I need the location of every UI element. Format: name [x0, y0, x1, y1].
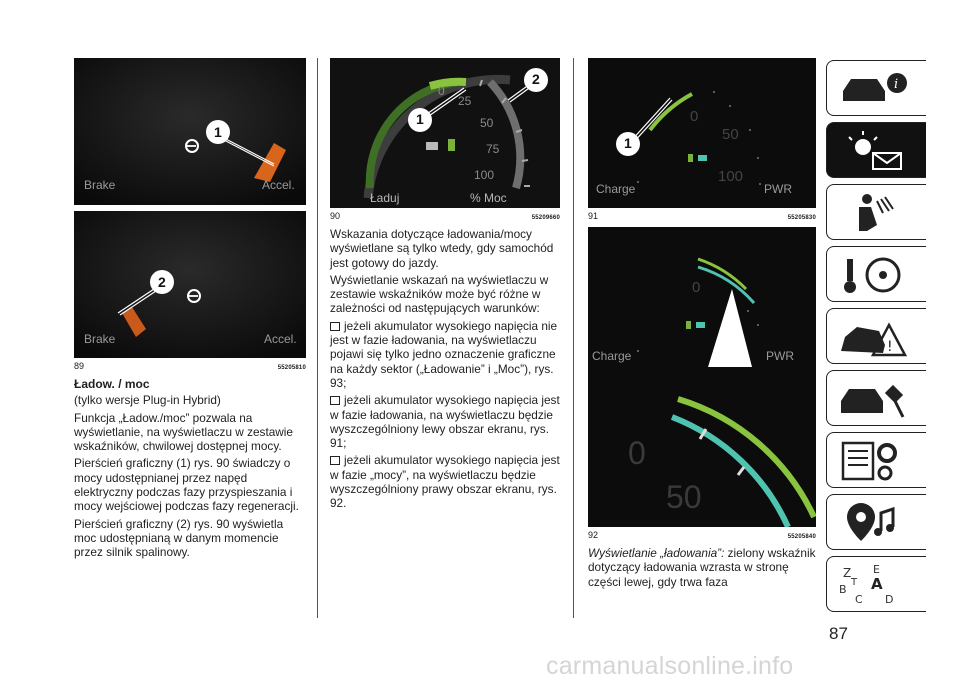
figure-89-top [74, 58, 306, 205]
figure-code: 55205840 [787, 534, 816, 540]
column-divider [573, 58, 574, 618]
checkbox-bullet-icon [330, 456, 340, 465]
callout-2-label: 2 [532, 71, 540, 87]
paragraph: Pierścień graficzny (1) rys. 90 świadczy o mocy udostępnianej przez napęd elektryczny podczas fazy przyspieszania i mocy wejściowej podczas fazy regeneracji. [74, 456, 299, 514]
svg-text:D: D [885, 593, 894, 606]
body-text [330, 227, 560, 511]
multimedia-icon [837, 501, 917, 545]
figure-number: 90 [330, 211, 341, 221]
section-heading: Ładow. / moc [74, 377, 150, 391]
figure-number: 89 [74, 361, 85, 371]
charge-label: Ładuj [370, 191, 400, 205]
scale-25: 25 [458, 94, 472, 108]
paragraph: Wskazania dotyczące ładowania/mocy wyświetlane są tylko wtedy, gdy samochód jest gotowy do jazdy. [330, 227, 554, 270]
zoom-scale-50: 50 [666, 479, 702, 515]
scale-0: 0 [690, 108, 699, 125]
body-text [74, 377, 306, 560]
figure-89-caption [74, 361, 306, 371]
svg-text:A: A [871, 575, 883, 593]
callout-1-label: 1 [416, 111, 424, 127]
tab-car-info[interactable] [826, 60, 926, 116]
tab-maintenance[interactable] [826, 370, 926, 426]
figure-92 [588, 227, 816, 527]
figure-91 [588, 58, 816, 208]
tab-technical-data[interactable] [826, 432, 926, 488]
watermark: carmanualsonline.info [546, 652, 794, 680]
tab-airbag-seat[interactable] [826, 184, 926, 240]
figure-89-bottom [74, 211, 306, 358]
paragraph: Pierścień graficzny (2) rys. 90 wyświetla moc udostępnianą w danym momencie przez silnik spalinowy. [74, 516, 284, 560]
battery-icon [688, 154, 693, 162]
car-info-icon [837, 67, 917, 111]
checkbox-bullet-icon [330, 322, 340, 331]
battery-icon [686, 321, 691, 329]
charge-label: Charge [592, 349, 632, 363]
tab-key-steering[interactable] [826, 246, 926, 302]
scale-100: 100 [718, 168, 744, 185]
callout-1-label: 1 [214, 124, 222, 140]
figure-code: 55205830 [787, 215, 816, 221]
callout-1-label: 1 [624, 135, 632, 151]
motor-icon [426, 142, 438, 150]
tab-breakdown[interactable] [826, 308, 926, 364]
svg-text:Z: Z [843, 566, 852, 580]
brake-label: Brake [84, 332, 116, 346]
scale-100: 100 [474, 168, 495, 182]
figure-code: 55209660 [531, 215, 560, 221]
power-label: PWR [764, 182, 792, 196]
paragraph: Funkcja „Ładow./moc” pozwala na wyświetlanie, na wyświetlaczu w zestawie wskaźników, chwilowej dostępnej mocy. [74, 410, 293, 454]
figure-92-caption [588, 530, 816, 540]
figure-91-caption [588, 211, 816, 221]
scale-50: 50 [480, 116, 494, 130]
figure-90-caption [330, 211, 560, 221]
scale-0: 0 [438, 84, 445, 98]
airbag-seat-icon [837, 191, 917, 235]
scale-75: 75 [486, 142, 500, 156]
figure-number: 91 [588, 211, 599, 221]
figure-90 [330, 58, 560, 208]
tab-warning-lights[interactable] [826, 122, 926, 178]
zoom-scale-0: 0 [628, 435, 646, 471]
key-steering-icon [837, 253, 917, 297]
scale-50: 50 [722, 126, 739, 143]
svg-text:C: C [855, 593, 863, 606]
figure-code: 55205810 [277, 365, 306, 371]
column-divider [317, 58, 318, 618]
bullet-item: jeżeli akumulator wysokiego napięcia nie jest w fazie ładowania, na wyświetlaczu pojawi się tylko jedno oznaczenie graficzne na każdy sektor („Ładowanie” i „Moc”), rys. 93; [330, 318, 558, 390]
accel-label: Accel. [262, 178, 295, 192]
battery-icon [448, 139, 455, 151]
power-label: % Moc [470, 191, 507, 205]
power-label: PWR [766, 349, 794, 363]
charge-label: Charge [596, 182, 636, 196]
svg-text:E: E [873, 563, 880, 576]
breakdown-car-icon [837, 315, 917, 359]
svg-text:T: T [851, 577, 858, 588]
page-number: 87 [829, 624, 848, 643]
index-az-icon [837, 563, 917, 607]
column-1 [74, 58, 306, 563]
column-2 [330, 58, 560, 514]
tab-index[interactable] [826, 556, 926, 612]
figure-number: 92 [588, 530, 599, 540]
maintenance-car-icon [837, 377, 917, 421]
bullet-item: jeżeli akumulator wysokiego napięcia jest w fazie ładowania, na wyświetlaczu będzie wyszczególniony lewy obszar ekranu, rys. 91; [330, 393, 560, 451]
svg-text:!: ! [887, 339, 893, 355]
brake-label: Brake [84, 178, 116, 192]
paragraph: Wyświetlanie „ładowania”: zielony wskaźnik dotyczący ładowania wzrasta w stronę części lewej, gdy trwa faza [588, 546, 816, 589]
scale-0: 0 [692, 279, 701, 296]
body-text [588, 546, 816, 589]
accel-label: Accel. [264, 332, 297, 346]
svg-text:i: i [894, 77, 899, 92]
technical-data-icon [837, 439, 917, 483]
motor-icon [698, 155, 707, 161]
column-3 [588, 58, 816, 592]
tab-multimedia[interactable] [826, 494, 926, 550]
paragraph: Wyświetlanie wskazań na wyświetlaczu w zestawie wskaźników może być różne w zależności od następujących warunków: [330, 272, 549, 316]
paragraph: (tylko wersje Plug-in Hybrid) [74, 393, 221, 408]
callout-2-label: 2 [158, 274, 166, 290]
motor-icon [696, 322, 705, 328]
checkbox-bullet-icon [330, 396, 340, 405]
bullet-item: jeżeli akumulator wysokiego napięcia jest w fazie „mocy”, na wyświetlaczu będzie wyszczególniony prawy obszar ekranu, rys. 92. [330, 453, 560, 511]
svg-text:B: B [839, 583, 847, 596]
warning-lights-icon [837, 129, 917, 173]
